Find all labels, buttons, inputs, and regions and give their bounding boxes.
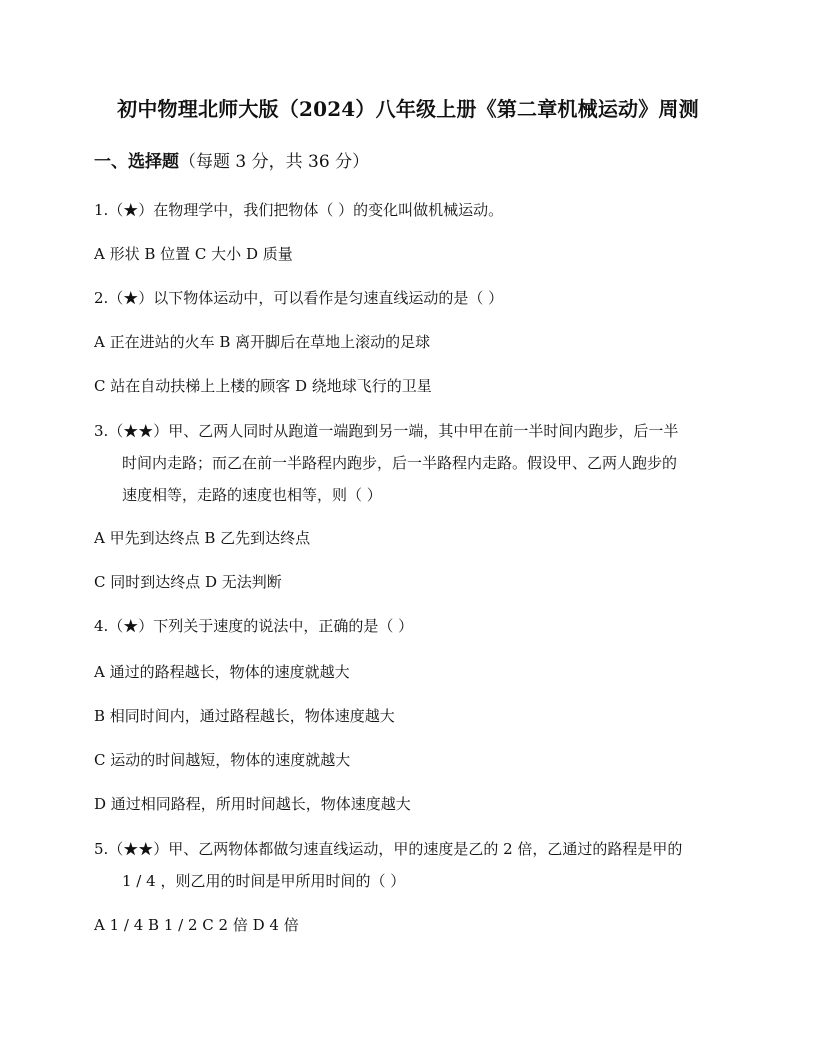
question-3-stem-line-1: 3.（★★）甲、乙两人同时从跑道一端跑到另一端，其中甲在前一半时间内跑步，后一半 [94,422,679,440]
document-title: 初中物理北师大版（2024）八年级上册《第二章机械运动》周测 [117,97,699,121]
question-2-options-ab: A 正在进站的火车 B 离开脚后在草地上滚动的足球 [94,333,431,351]
question-5-stem-line-2: 1 / 4 ，则乙用的时间是甲所用时间的（ ） [122,872,406,890]
question-1-options: A 形状 B 位置 C 大小 D 质量 [94,245,293,263]
section-heading [94,150,369,174]
question-4-option-d: D 通过相同路程，所用时间越长，物体速度越大 [94,795,411,813]
question-4-stem: 4.（★）下列关于速度的说法中，正确的是（ ） [94,617,414,635]
section-name: 一、选择题 [94,152,179,172]
question-4-option-a: A 通过的路程越长，物体的速度就越大 [94,663,350,681]
section-note: （每题 3 分，共 36 分） [179,152,370,172]
question-4-option-b: B 相同时间内，通过路程越长，物体速度越大 [94,707,395,725]
question-3-stem-line-3: 速度相等，走路的速度也相等，则（ ） [122,486,382,504]
question-5-options: A 1 / 4 B 1 / 2 C 2 倍 D 4 倍 [94,916,299,934]
question-2-stem: 2.（★）以下物体运动中，可以看作是匀速直线运动的是（ ） [94,289,504,307]
question-5-stem-line-1: 5.（★★）甲、乙两物体都做匀速直线运动，甲的速度是乙的 2 倍，乙通过的路程是甲的 [94,840,683,858]
question-2-options-cd: C 站在自动扶梯上上楼的顾客 D 绕地球飞行的卫星 [94,377,432,395]
question-1-stem: 1.（★）在物理学中，我们把物体（ ）的变化叫做机械运动。 [94,201,504,219]
question-3-options-cd: C 同时到达终点 D 无法判断 [94,573,282,591]
question-3-stem-line-2: 时间内走路；而乙在前一半路程内跑步，后一半路程内走路。假设甲、乙两人跑步的 [122,454,678,472]
question-4-option-c: C 运动的时间越短，物体的速度就越大 [94,751,351,769]
question-3-options-ab: A 甲先到达终点 B 乙先到达终点 [94,529,311,547]
